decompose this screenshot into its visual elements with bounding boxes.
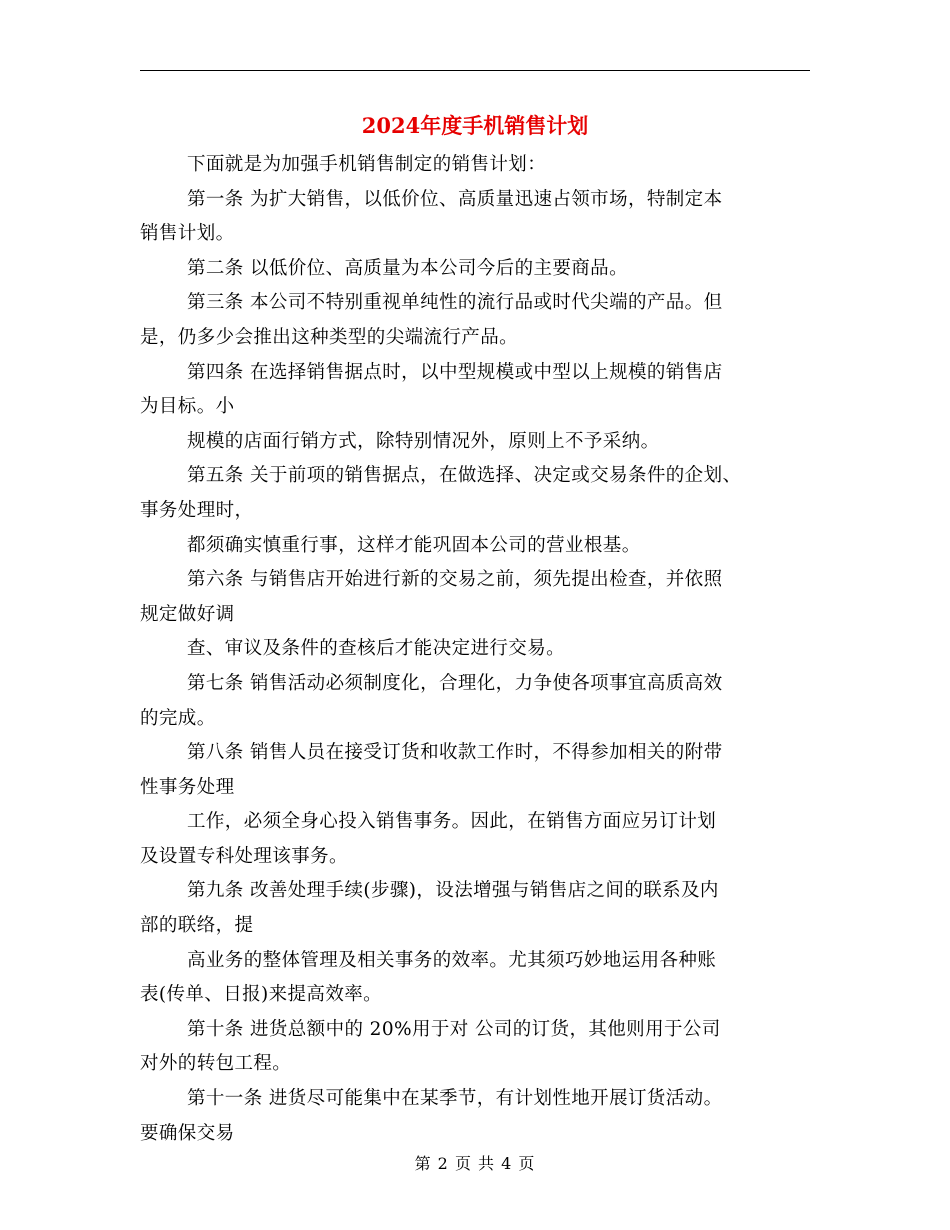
- body-line: 第二条 以低价位、高质量为本公司今后的主要商品。: [187, 257, 628, 279]
- body-line: 为目标。小: [140, 396, 235, 418]
- body-line: 是，仍多少会推出这种类型的尖端流行产品。: [140, 326, 519, 348]
- body-line: 第三条 本公司不特别重视单纯性的流行品或时代尖端的产品。但: [187, 292, 723, 314]
- body-line: 第九条 改善处理手续(步骤)，设法增强与销售店之间的联系及内: [187, 880, 719, 902]
- body-line: 第七条 销售活动必须制度化，合理化，力争使各项事宜高质高效: [187, 672, 723, 694]
- body-line: 第四条 在选择销售据点时，以中型规模或中型以上规模的销售店: [187, 361, 723, 383]
- body-line: 及设置专科处理该事务。: [140, 845, 348, 867]
- header-rule: [140, 70, 810, 71]
- body-line: 销售计划。: [140, 223, 235, 245]
- body-line: 规定做好调: [140, 603, 235, 625]
- body-line: 对外的转包工程。: [140, 1053, 292, 1075]
- body-line: 都须确实慎重行事，这样才能巩固本公司的营业根基。: [187, 534, 641, 556]
- body-line: 第十条 进货总额中的 20%用于对 公司的订货，其他则用于公司: [187, 1018, 721, 1040]
- body-line: 第一条 为扩大销售，以低价位、高质量迅速占领市场，特制定本: [187, 188, 723, 210]
- document-body: [140, 148, 820, 1151]
- body-line: 要确保交易: [140, 1122, 235, 1144]
- page-footer: 第 2 页 共 4 页: [414, 1154, 536, 1173]
- body-line: 的完成。: [140, 707, 216, 729]
- body-line: 第十一条 进货尽可能集中在某季节，有计划性地开展订货活动。: [187, 1088, 723, 1110]
- body-line: 下面就是为加强手机销售制定的销售计划：: [187, 154, 547, 175]
- body-line: 高业务的整体管理及相关事务的效率。尤其须巧妙地运用各种账: [187, 949, 717, 971]
- body-line: 第五条 关于前项的销售据点，在做选择、决定或交易条件的企划、: [187, 465, 742, 487]
- body-line: 查、审议及条件的查核后才能决定进行交易。: [187, 638, 566, 660]
- body-line: 事务处理时，: [140, 499, 254, 521]
- body-line: 工作，必须全身心投入销售事务。因此，在销售方面应另订计划: [187, 811, 717, 833]
- document-title: 2024年度手机销售计划: [361, 113, 589, 138]
- body-line: 表(传单、日报)来提高效率。: [140, 984, 383, 1006]
- body-line: 规模的店面行销方式，除特别情况外，原则上不予采纳。: [187, 430, 660, 452]
- body-line: 部的联络，提: [140, 915, 254, 937]
- body-line: 性事务处理: [140, 776, 235, 798]
- body-line: 第八条 销售人员在接受订货和收款工作时，不得参加相关的附带: [187, 742, 723, 764]
- body-line: 第六条 与销售店开始进行新的交易之前，须先提出检查，并依照: [187, 569, 723, 591]
